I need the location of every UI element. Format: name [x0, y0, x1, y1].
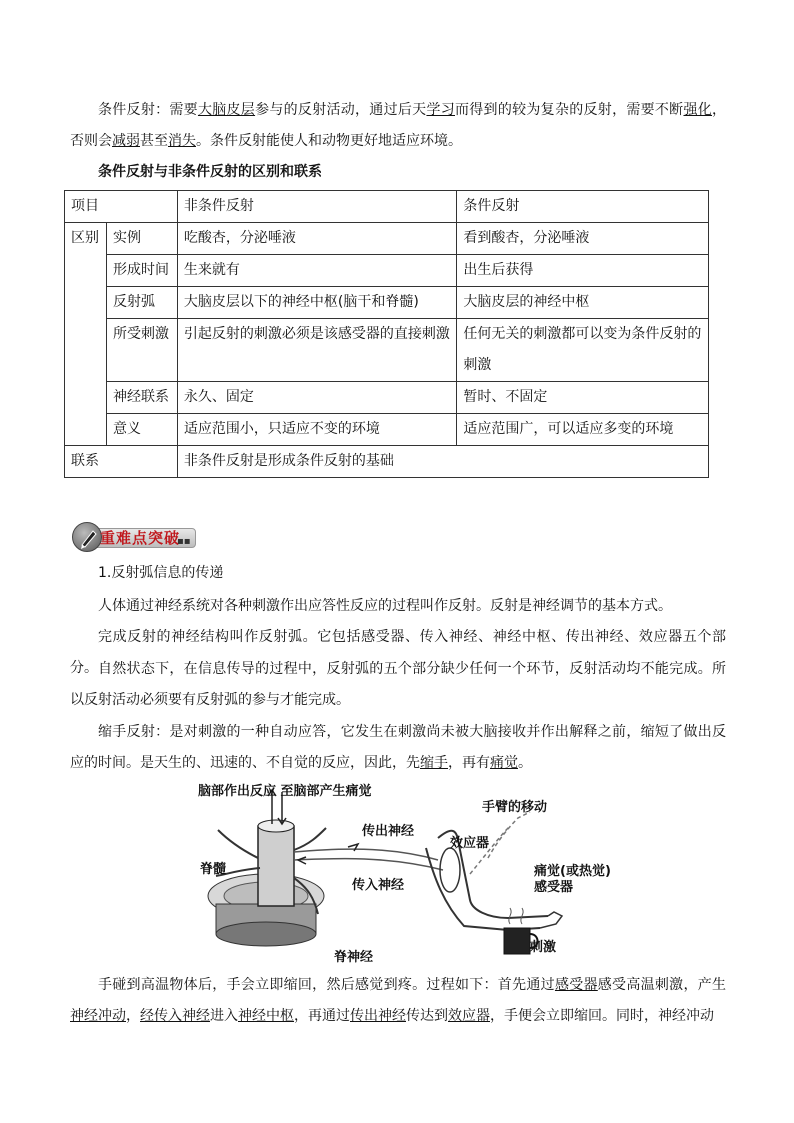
body-text: ，: [126, 1008, 140, 1024]
row-label: 所受刺激: [106, 319, 177, 382]
intro-text: 参与的反射活动，通过后天: [255, 102, 427, 118]
underlined-term: 神经中枢: [238, 1008, 294, 1024]
reflex-arc-figure: [188, 778, 611, 965]
header-item: 项目: [65, 191, 178, 223]
row-label: 意义: [106, 414, 177, 446]
underlined-term: 效应器: [448, 1008, 490, 1024]
table-row: [65, 319, 709, 382]
cond-cell: 任何无关的刺激都可以变为条件反射的刺激: [457, 319, 709, 382]
pen-icon: [72, 522, 102, 552]
table-row: [65, 255, 709, 287]
uncond-cell: 永久、固定: [177, 382, 457, 414]
effector-label: 效应器: [450, 836, 490, 851]
underlined-term: 学习: [426, 102, 455, 118]
underlined-term: 强化: [683, 102, 713, 118]
intro-text: 。条件反射能使人和动物更好地适应环境。: [196, 133, 462, 149]
table-row: [65, 382, 709, 414]
cond-cell: 暂时、不固定: [457, 382, 709, 414]
underlined-term: 缩手: [420, 755, 448, 771]
intro-paragraph: [70, 95, 726, 157]
body-text: 。: [518, 755, 532, 771]
cond-cell: 大脑皮层的神经中枢: [457, 287, 709, 319]
receptor-label-line2: 感受器: [534, 880, 574, 895]
uncond-cell: 引起反射的刺激必须是该感受器的直接刺激: [177, 319, 457, 382]
body-text: 手碰到高温物体后，手会立即缩回，然后感觉到疼。过程如下：首先通过: [98, 977, 555, 993]
body-paragraph: 自然状态下，在信息传导的过程中，反射弧的五个部分缺少任何一个环节，反射活动均不能完成。所以反射活动必须要有反射弧的参与才能完成。: [70, 661, 726, 708]
group-label-cell: 区别: [65, 223, 107, 446]
uncond-cell: 适应范围小，只适应不变的环境: [177, 414, 457, 446]
table-row: [65, 223, 709, 255]
badge-dots: ▪▪: [177, 536, 191, 547]
receptor-label-line1: 痛觉(或热觉): [534, 864, 611, 879]
table-title: 条件反射与非条件反射的区别和联系: [98, 164, 322, 180]
underlined-term: 经传入神经: [140, 1008, 210, 1024]
body-paragraph: 人体通过神经系统对各种刺激作出应答性反应的过程叫作反射。反射是神经调节的基本方式。: [98, 598, 672, 614]
header-cond: 条件反射: [457, 191, 709, 223]
link-label: 联系: [65, 446, 178, 478]
uncond-cell: 吃酸杏，分泌唾液: [177, 223, 457, 255]
underlined-term: 大脑皮层: [197, 102, 256, 118]
body-text: 缩手反射：是对刺激的一种自动应答，它发生在刺激尚未被大脑接收并作出解释之前，缩短了做出反应的时间。是天生的、迅速的、不自觉的反应，因此，先: [70, 724, 726, 771]
body-paragraph: 完成反射的神经结构叫作反射弧。它包括感受器、传入神经、神经中枢、传出神经、效应器五个部分。: [70, 629, 726, 676]
underlined-term: 减弱: [112, 133, 140, 149]
uncond-cell: 生来就有: [177, 255, 457, 287]
body-text: ，手便会立即缩回。同时，神经冲动: [490, 1008, 714, 1024]
comparison-table: [64, 190, 709, 478]
intro-text: 而得到的较为复杂的反射，需要不断: [455, 102, 684, 118]
header-uncond: 非条件反射: [177, 191, 457, 223]
brain-response-label: 脑部作出反应 至脑部产生痛觉: [198, 784, 372, 799]
uncond-cell: 大脑皮层以下的神经中枢(脑干和脊髓): [177, 287, 457, 319]
afferent-nerve-label: 传入神经: [352, 878, 405, 893]
body-text: ，再通过: [294, 1008, 350, 1024]
arm-movement-label: 手臂的移动: [482, 800, 548, 815]
underlined-term: 痛觉: [490, 755, 518, 771]
underlined-term: 消失: [168, 133, 196, 149]
row-label: 形成时间: [106, 255, 177, 287]
pen-icon-shape: [73, 523, 103, 553]
underlined-term: 感受器: [554, 977, 598, 993]
row-label: 反射弧: [106, 287, 177, 319]
table-header-row: [65, 191, 709, 223]
table-row: [65, 287, 709, 319]
spinal-cord-label: 脊髓: [200, 862, 227, 877]
intro-text: 甚至: [140, 133, 168, 149]
table-row: [65, 414, 709, 446]
intro-text: 条件反射：需要: [98, 102, 198, 118]
table-row: [65, 446, 709, 478]
underlined-term: 神经冲动: [70, 1008, 126, 1024]
cond-cell: 适应范围广，可以适应多变的环境: [457, 414, 709, 446]
badge-label: 重难点突破: [100, 529, 181, 547]
body-text: 感受高温刺激，产生: [597, 977, 727, 993]
body-text: 进入: [210, 1008, 238, 1024]
subsection-heading: 1.反射弧信息的传递: [98, 565, 224, 581]
body-text: 传达到: [406, 1008, 448, 1024]
intro-text: ，否则会: [70, 102, 727, 149]
body-text: ，再有: [448, 755, 490, 771]
cond-cell: 出生后获得: [457, 255, 709, 287]
row-label: 神经联系: [106, 382, 177, 414]
nerve-pathways: [294, 844, 443, 870]
body-paragraph: [70, 717, 726, 779]
link-text: 非条件反射是形成条件反射的基础: [177, 446, 708, 478]
underlined-term: 传出神经: [350, 1008, 406, 1024]
body-paragraph: [70, 970, 726, 1032]
stimulus-label: 刺激: [530, 940, 557, 955]
efferent-nerve-label: 传出神经: [362, 824, 415, 839]
spinal-nerve-label: 脊神经: [334, 950, 374, 965]
section-badge: [70, 520, 200, 552]
row-label: 实例: [106, 223, 177, 255]
cond-cell: 看到酸杏，分泌唾液: [457, 223, 709, 255]
